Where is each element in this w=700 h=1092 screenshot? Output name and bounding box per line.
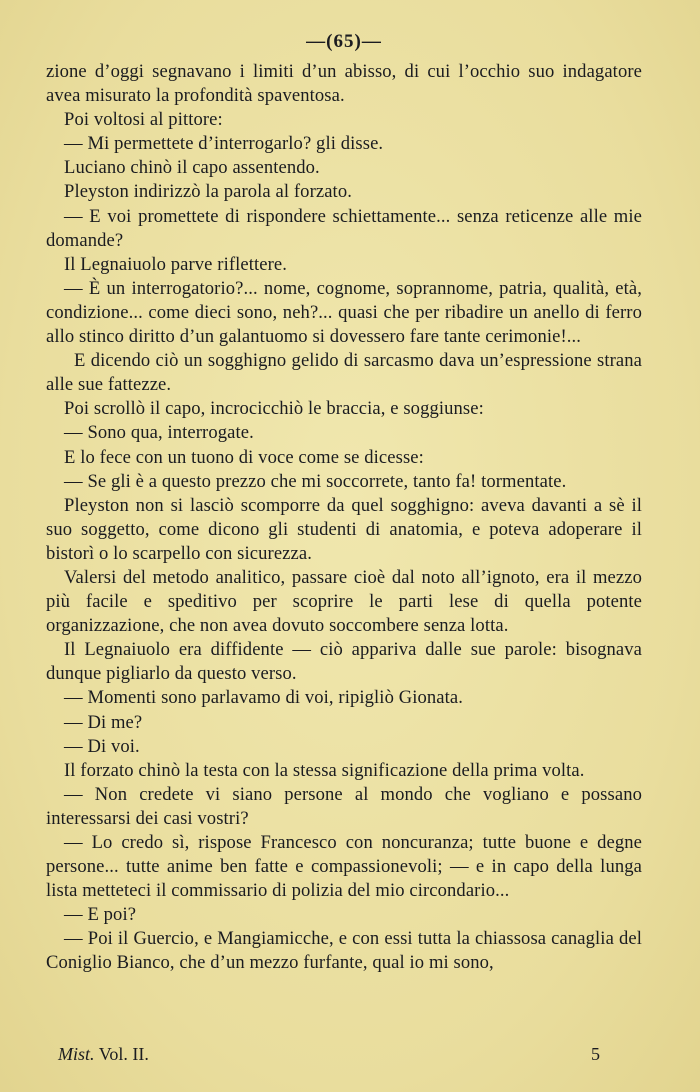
paragraph: Il Legnaiuolo era diffidente — ciò appariva dalle sue parole: bisognava dunque pigliarlo da questo verso. [46, 639, 642, 685]
paragraph: — E voi promettete di rispondere schiettamente... senza reticenze alle mie domande? [46, 205, 642, 251]
paragraph: Valersi del metodo analitico, passare cioè dal noto all’ignoto, era il mezzo più facile e speditivo per scoprire le parti lese di quella potente organizzazione, che non avea dovuto soccombere senza lotta. [46, 566, 642, 637]
paragraph: — Se gli è a questo prezzo che mi soccorrete, tanto fa! tormentate. [64, 470, 567, 492]
paragraph: — Non credete vi siano persone al mondo che vogliano e possano interessarsi dei casi vostri? [46, 783, 642, 829]
paragraph: E lo fece con un tuono di voce come se dicesse: [64, 446, 424, 468]
paragraph: — Mi permettete d’interrogarlo? gli disse. [64, 133, 384, 155]
paragraph: Pleyston non si lasciò scomporre da quel sogghigno: aveva davanti a sè il suo soggetto, come dicono gli studenti di anatomia, e poteva adoperare il bistorì o lo scarpello con sicurezza. [46, 494, 642, 564]
paragraph: — E poi? [64, 904, 137, 926]
paragraph: E dicendo ciò un sogghigno gelido di sarcasmo dava un’espressione strana alle sue fattezze. [46, 350, 642, 396]
paragraph: — Momenti sono parlavamo di voi, ripigliò Gionata. [64, 687, 464, 709]
paragraph: — È un interrogatorio?... nome, cognome, soprannome, patria, qualità, età, condizione... come dieci sono, neh?... quasi che per ribadire un anello di ferro allo stinco diritto d’un galantuomo si dovessero fare tante cerimonie!... [46, 277, 642, 348]
signature-title: Mist. [58, 1044, 95, 1064]
page-body [46, 60, 642, 976]
paragraph: Poi scrollò il capo, incrocicchiò le braccia, e soggiunse: [64, 398, 484, 420]
paragraph: Poi voltosi al pittore: [64, 109, 223, 131]
paragraph: Il forzato chinò la testa con la stessa significazione della prima volta. [64, 759, 585, 781]
signature-number: 5 [591, 1044, 600, 1064]
paragraph: — Di voi. [64, 735, 140, 757]
paragraph: Il Legnaiuolo parve riflettere. [64, 253, 288, 275]
signature-volume: Vol. II. [98, 1044, 149, 1064]
signature-mark [58, 1044, 149, 1065]
paragraph: zione d’oggi segnavano i limiti d’un abisso, di cui l’occhio suo indagatore avea misurato la profondità spaventosa. [46, 61, 642, 107]
page-footer [58, 1044, 600, 1065]
page-number: —(65)— [306, 31, 382, 52]
paragraph: — Di me? [64, 711, 143, 733]
paragraph: Pleyston indirizzò la parola al forzato. [64, 181, 352, 203]
paragraph: — Lo credo sì, rispose Francesco con noncuranza; tutte buone e degne persone... tutte anime ben fatte e compassionevoli; — e in capo della lunga lista metteteci il commissario di polizia del mio circondario... [46, 832, 642, 902]
paragraph: Luciano chinò il capo assentendo. [64, 157, 320, 179]
paragraph: — Sono qua, interrogate. [64, 422, 254, 444]
paragraph: — Poi il Guercio, e Mangiamicche, e con essi tutta la chiassosa canaglia del Coniglio Bianco, che d’un mezzo furfante, qual io mi sono, [46, 928, 642, 974]
